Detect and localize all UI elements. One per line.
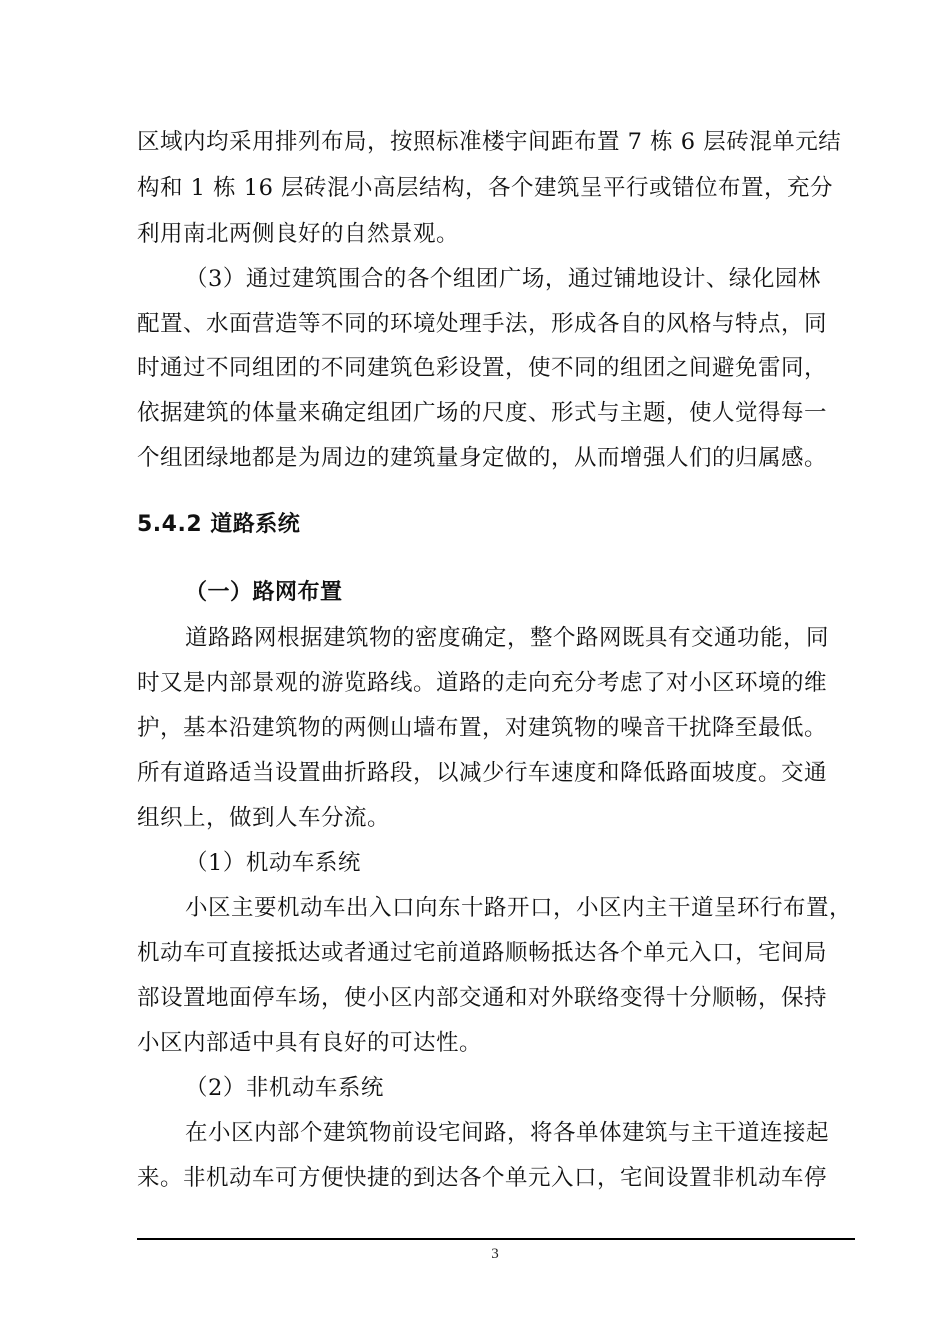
paragraph-line: 来。非机动车可方便快捷的到达各个单元入口，宅间设置非机动车停 bbox=[137, 1165, 828, 1191]
paragraph-line: 所有道路适当设置曲折路段，以减少行车速度和降低路面坡度。交通 bbox=[137, 760, 828, 786]
paragraph-line: 区域内均采用排列布局，按照标准楼宇间距布置 7 栋 6 层砖混单元结 bbox=[137, 129, 842, 155]
paragraph-line: 小区内部适中具有良好的可达性。 bbox=[137, 1030, 483, 1056]
paragraph-line: 组织上，做到人车分流。 bbox=[137, 805, 391, 831]
footer-rule bbox=[137, 1238, 855, 1240]
paragraph-line: 配置、水面营造等不同的环境处理手法，形成各自的风格与特点，同 bbox=[137, 311, 828, 337]
paragraph-line: 时通过不同组团的不同建筑色彩设置，使不同的组团之间避免雷同， bbox=[137, 355, 828, 381]
item-heading: （1）机动车系统 bbox=[185, 850, 361, 876]
item-heading: （2）非机动车系统 bbox=[185, 1075, 384, 1101]
paragraph-line: （3）通过建筑围合的各个组团广场，通过铺地设计、绿化园林 bbox=[185, 266, 821, 292]
paragraph-line: 时又是内部景观的游览路线。道路的走向充分考虑了对小区环境的维 bbox=[137, 670, 828, 696]
paragraph-line: 利用南北两侧良好的自然景观。 bbox=[137, 221, 460, 247]
paragraph-line: 构和 1 栋 16 层砖混小高层结构，各个建筑呈平行或错位布置，充分 bbox=[137, 175, 834, 201]
section-heading: 5.4.2 道路系统 bbox=[137, 512, 301, 537]
paragraph-line: 在小区内部个建筑物前设宅间路，将各单体建筑与主干道连接起 bbox=[185, 1120, 830, 1146]
paragraph-line: 机动车可直接抵达或者通过宅前道路顺畅抵达各个单元入口，宅间局 bbox=[137, 940, 828, 966]
paragraph-line: 依据建筑的体量来确定组团广场的尺度、形式与主题，使人觉得每一 bbox=[137, 400, 828, 426]
paragraph-line: 部设置地面停车场，使小区内部交通和对外联络变得十分顺畅，保持 bbox=[137, 985, 828, 1011]
paragraph-line: 道路路网根据建筑物的密度确定，整个路网既具有交通功能，同 bbox=[185, 625, 830, 651]
page-number: 3 bbox=[491, 1246, 499, 1262]
paragraph-line: 个组团绿地都是为周边的建筑量身定做的，从而增强人们的归属感。 bbox=[137, 445, 828, 471]
subsection-heading: （一）路网布置 bbox=[185, 580, 343, 605]
paragraph-line: 小区主要机动车出入口向东十路开口，小区内主干道呈环行布置， bbox=[185, 895, 853, 921]
paragraph-line: 护，基本沿建筑物的两侧山墙布置，对建筑物的噪音干扰降至最低。 bbox=[137, 715, 828, 741]
